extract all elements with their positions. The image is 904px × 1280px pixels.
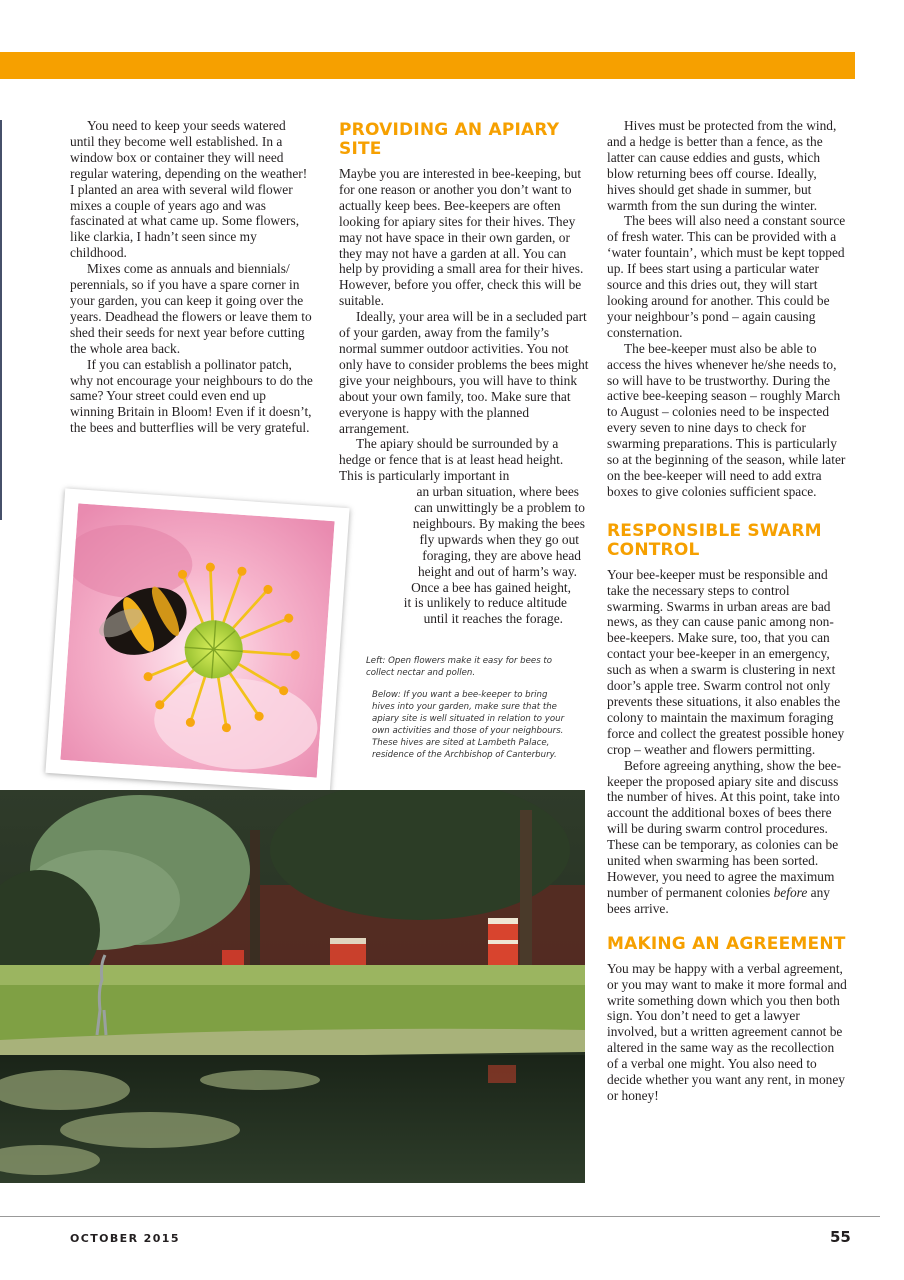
col2-paragraph: The apiary should be surrounded by a hedge or fence that is at least head height. This is particularly important in xyxy=(339,436,564,484)
garden-photo-frame xyxy=(0,790,585,1183)
col3-paragraph: Hives must be protected from the wind, and a hedge is better than a fence, as the latter can cause eddies and gusts, which blow returning bees off course. Ideally, hives should get shade in summer, but warmth from the sun during the winter. xyxy=(607,118,837,213)
flower-photo-frame xyxy=(45,488,349,792)
col2-paragraph: Ideally, your area will be in a secluded part of your garden, away from the family’s normal summer outdoor activities. You not only have to consider problems the bees might give your neighbours, you will have to think about your own family, too. Make sure that everyone is happy with the planned arrangement. xyxy=(339,309,589,436)
wrap-line: foraging, they are above head xyxy=(422,547,581,563)
col3-paragraph: The bees will also need a constant source of fresh water. This can be provided with a ‘water fountain’, which must be kept topped up. If bees start using a particular water source and this dries out, they will start looking around for another. This could be your neighbour’s pond – again causing consternation. xyxy=(607,213,846,340)
wrap-line: until it reaches the forage. xyxy=(423,611,563,627)
photo-captions xyxy=(366,655,571,771)
grass-far xyxy=(0,965,585,985)
wrap-line: it is unlikely to reduce altitude xyxy=(403,595,567,611)
section-heading-swarm: RESPONSIBLE SWARM CONTROL xyxy=(607,520,822,560)
lambeth-palace-hives-photo xyxy=(0,790,585,1183)
page-number: 55 xyxy=(830,1228,851,1246)
hive-reflection xyxy=(488,1065,516,1083)
emphasis-before: before xyxy=(773,884,808,900)
spacer xyxy=(607,917,847,935)
col1-paragraph: You need to keep your seeds watered until they become well established. In a window box or container they will need regular watering, depending on the weather! I planted an area with several wild flower mixes a couple of years ago and was fascinated at what came up. Some flowers, like clarkia, I hadn’t seen since my childhood. xyxy=(70,118,308,261)
header-accent-bar xyxy=(0,52,855,79)
footer-rule xyxy=(0,1216,880,1217)
column-3 xyxy=(607,118,847,1104)
spacer xyxy=(607,500,847,518)
col2-wrapped-text xyxy=(339,484,589,627)
wrap-line: height and out of harm’s way. xyxy=(417,563,577,579)
wrap-line: Once a bee has gained height, xyxy=(411,579,571,595)
col3-paragraph: The bee-keeper must also be able to access the hives whenever he/she needs to, so will have to be trustworthy. During the active bee-keeping season – roughly March to August – colonies need to be inspected every seven to nine days to check for swarming preparations. This is particularly so at the beginning of the season, while later on the bee-keeper will need to add extra boxes to give colonies sufficient space. xyxy=(607,340,846,499)
issue-date: OCTOBER 2015 xyxy=(70,1232,180,1245)
section-heading-agreement: MAKING AN AGREEMENT xyxy=(607,933,846,954)
col3-paragraph: You may be happy with a verbal agreement, or you may want to make it more formal and write something down which you then both sign. You don’t need to get a lawyer involved, but a written agreement cannot be altered in the same way as the recollection of a verbal one might. You also need to decide whether you want any rent, in money or honey! xyxy=(607,960,847,1103)
caption-left: Left: Open flowers make it easy for bees to collect nectar and pollen. xyxy=(366,656,553,678)
swarm-p2-tail: any bees arrive. xyxy=(607,884,830,916)
wrap-line: can unwittingly be a problem to xyxy=(414,500,585,516)
page-edge-strip xyxy=(0,120,2,520)
column-1 xyxy=(70,118,313,436)
section-heading-apiary: PROVIDING AN APIARY SITE xyxy=(339,120,560,159)
swarm-p2-lead: Before agreeing anything, show the bee-keeper the proposed apiary site and discuss the number of hives. At this point, take into account the additional boxes of bees there will be during swarm control procedures. These can be temporary, as colonies can be united when swarming has been sorted. However, you need to agree the maximum number of permanent colonies xyxy=(607,757,842,900)
caption-below: Below: If you want a bee-keeper to bring hives into your garden, make sure that the apiary site is well situated in relation to your own activities and those of your neighbours. These hives are sited at Lambeth Palace, residence of the Archbishop of Canterbury. xyxy=(372,690,565,760)
col3-paragraph xyxy=(607,758,847,917)
col3-paragraph: Your bee-keeper must be responsible and take the necessary steps to control swarming. Swarms in urban areas are bad news, as they can cause panic among non-bee-keepers. Make sure, too, that you can contact your bee-keeper in an emergency, such as when a swarm is clustering in next door’s apple tree. Swarm control not only prevents these situations, it also enables the colony to maintain the maximum foraging force and collect the greatest possible honey crop – weather and flowers permitting. xyxy=(607,566,845,757)
col2-paragraph: Maybe you are interested in bee-keeping, but for one reason or another you don’t want to actually keep bees. Bee-keepers are often looking for apiary sites for their hives. They may not have space in their own garden, or they may not have a garden at all. You can help by providing a small area for their hives. However, before you offer, check this will be suitable. xyxy=(339,166,584,309)
tree-trunk xyxy=(520,810,532,970)
col1-paragraph: If you can establish a pollinator patch, why not encourage your neighbours to do the same? Your street could even end up winning Britain in Bloom! Even if it doesn’t, the bees and butterflies will be very grateful. xyxy=(70,356,313,436)
wrap-line: fly upwards when they go out xyxy=(419,531,579,547)
wrap-line: neighbours. By making the bees xyxy=(412,515,585,531)
tree-trunk xyxy=(250,830,260,970)
bumblebee-on-poppy-photo xyxy=(60,503,334,777)
column-2 xyxy=(339,121,589,627)
wrap-line: an urban situation, where bees xyxy=(416,484,579,500)
col1-paragraph: Mixes come as annuals and biennials/ perennials, so if you have a spare corner in your garden, you can keep it going over the years. Deadhead the flowers or leave them to shed their seeds for next year before cutting the whole area back. xyxy=(70,261,312,356)
